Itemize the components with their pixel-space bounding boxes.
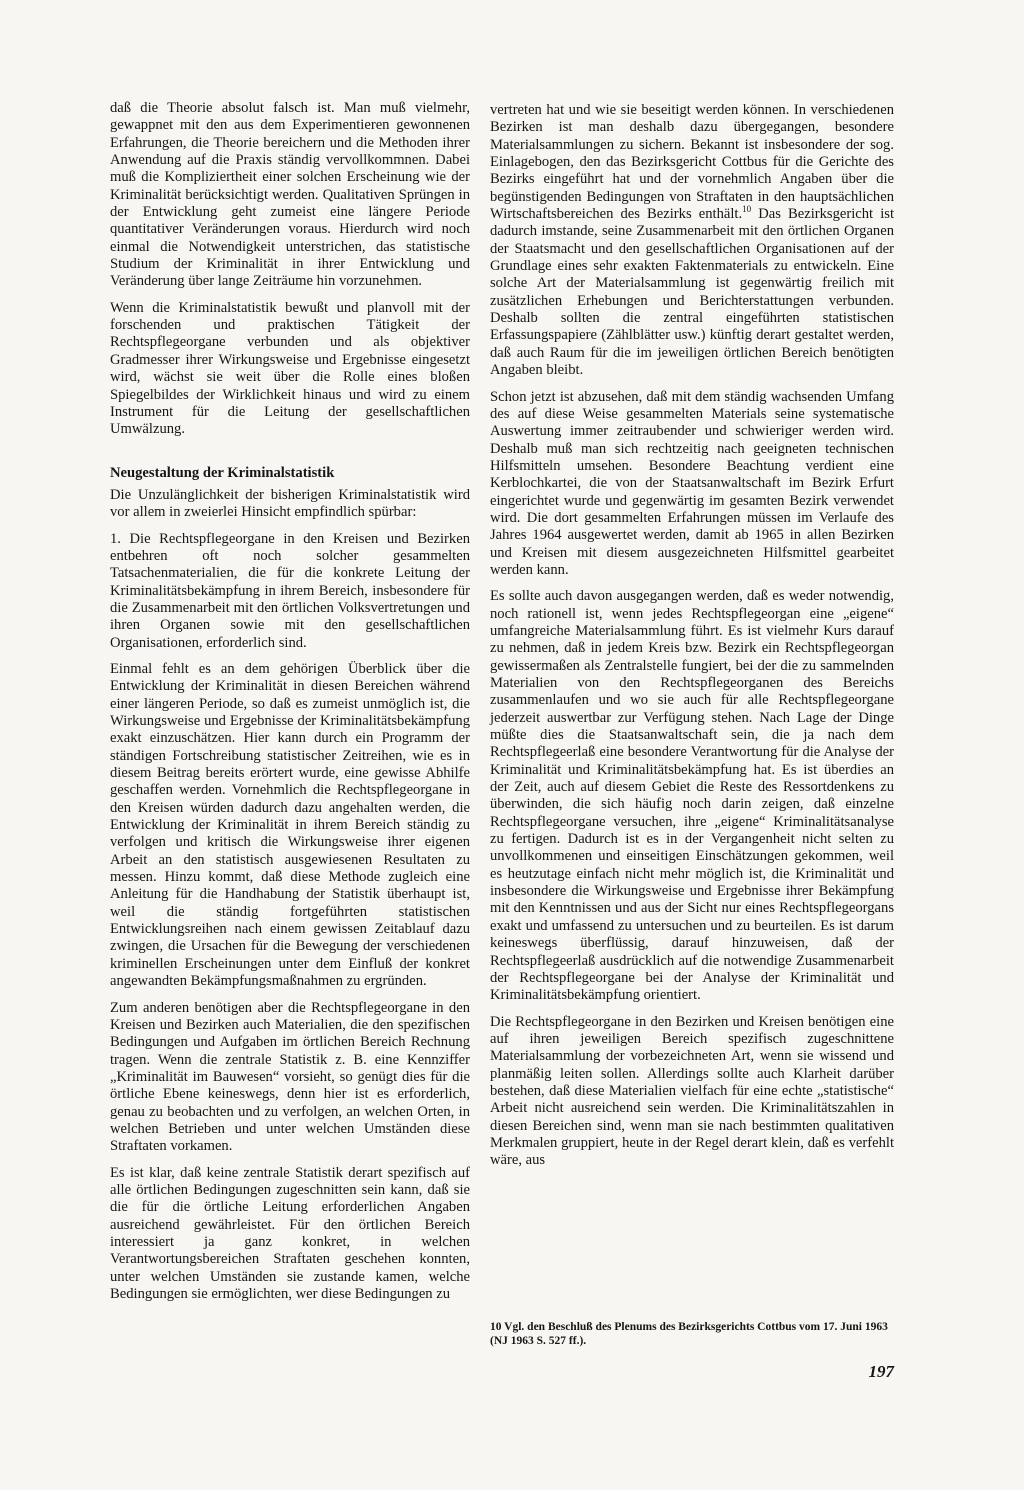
paragraph: Schon jetzt ist abzusehen, daß mit dem ständig wachsenden Umfang des auf diese Weise gesammelten Materials seine systematische Auswertung immer zeitraubender und schwieriger werden wird. Deshalb muß man sich rechtzeitig nach geeigneten technischen Hilfsmitteln umsehen. Besondere Beachtung verdient eine Kerblochkartei, die von der Staatsanwaltschaft im Bezirk Erfurt eingerichtet wurde und gegenwärtig im gesamten Bezirk verwendet wird. Die dort gesammelten Erfahrungen müssen im Verlaufe des Jahres 1964 ausgewertet werden, damit ab 1965 in allen Bezirken und Kreisen mit diesem ausgezeichneten Hilfsmittel gearbeitet werden kann.	[490, 388, 894, 578]
paragraph-text: vertreten hat und wie sie beseitigt werden können. In verschiedenen Bezirken ist man deshalb dazu übergegangen, besondere Materialsammlungen zu sichern. Bekannt ist insbesondere der sog. Einlagebogen, den das Bezirksgericht Cottbus für die Gerichte des Bezirks eingeführt hat und der vornehmlich Angaben über die begünstigenden Bedingungen von Straftaten in den hauptsächlichen Wirtschaftsbereichen des Bezirks enthält.	[490, 102, 894, 223]
paragraph: Es ist klar, daß keine zentrale Statistik derart spezifisch auf alle örtlichen Bedingungen zugeschnitten sein kann, daß sie die für die örtliche Leitung erforderlichen Angaben ausreichend gewährleistet. Für den örtlichen Bereich interessiert ja ganz konkret, in welchen Verantwortungsbereichen Straftaten geschehen konnten, unter welchen Umständen sie zustande kamen, welche Bedingungen sie ermöglichten, wer diese Bedingungen zu	[110, 1164, 470, 1302]
footnote	[490, 1320, 894, 1348]
paragraph: 1. Die Rechtspflegeorgane in den Kreisen und Bezirken entbehren oft noch solcher gesammelten Tatsachenmaterialien, die für die konkrete Leitung der Kriminalitätsbekämpfung in ihrem Bereich, insbesondere für die Zusammenarbeit mit den örtlichen Volksvertretungen und ihren Organen sowie mit den gesellschaftlichen Organisationen, erforderlich sind.	[110, 530, 470, 651]
section-heading: Neugestaltung der Kriminalstatistik	[110, 464, 335, 481]
footnote-text: Vgl. den Beschluß des Plenums des Bezirksgerichts Cottbus vom 17. Juni 1963 (NJ 1963 S. 527 ff.).	[490, 1321, 888, 1347]
page-number: 197	[868, 1362, 894, 1381]
paragraph-text: Das Bezirksgericht ist dadurch imstande, seine Zusammenarbeit mit den örtlichen Organen der Staatsmacht und den gesellschaftlichen Organisationen auf der Grundlage eines sehr exakten Faktenmaterials zu entwickeln. Eine solche Art der Materialsammlung ist gegenwärtig freilich mit zusätzlichen Erhebungen und Berichterstattungen verbunden. Deshalb sollten die zentral eingeführten statistischen Erfassungspapiere (Zählblätter usw.) künftig derart gestaltet werden, daß auch Raum für die im jeweiligen örtlichen Bereich benötigten Angaben bleibt.	[490, 206, 894, 379]
paragraph: Es sollte auch davon ausgegangen werden, daß es weder notwendig, noch rationell ist, wenn jedes Rechtspflegeorgan eine „eigene“ umfangreiche Materialsammlung führt. Es ist vielmehr Kurs darauf zu nehmen, daß in jedem Kreis bzw. Bezirk ein Rechtspflegeorgan gewissermaßen als Zentralstelle fungiert, bei der die zu sammelnden Materialien von den Rechtspflegeorganen des Bereichs zusammenlaufen und wo sie auch für alle Rechtspflegeorgane jederzeit auswertbar zur Verfügung stehen. Nach Lage der Dinge müßte dies die Staatsanwaltschaft sein, die ja nach dem Rechtspflegeerlaß eine besondere Verantwortung für die Analyse der Kriminalität und Kriminalitätsbekämpfung hat. Es ist überdies an der Zeit, auch auf diesem Gebiet die Reste des Ressortdenkens zu überwinden, die sich häufig noch darin zeigen, daß einzelne Rechtspflegeorgane versuchen, ihre „eigene“ Kriminalitätsanalyse zu fertigen. Dadurch ist es in der Vergangenheit nicht selten zu unvollkommenen und einseitigen Einschätzungen gekommen, weil es heutzutage einfach nicht mehr möglich ist, die Kriminalität und insbesondere die Wirkungsweise und Ergebnisse ihrer Bekämpfung mit den Kenntnissen und aus der Sicht nur eines Rechtspflegeorgans exakt und umfassend zu untersuchen und zu beurteilen. Es ist darum keineswegs überflüssig, darauf hinzuweisen, daß der Rechtspflegeerlaß ausdrücklich auf die notwendige Zusammenarbeit der Rechtspflegeorgane bei der Analyse der Kriminalität und Kriminalitätsbekämpfung orientiert.	[490, 588, 894, 1004]
footnote-number: 10	[490, 1321, 502, 1333]
paragraph: daß die Theorie absolut falsch ist. Man muß vielmehr, gewappnet mit den aus dem Experimentieren gewonnenen Erfahrungen, die Theorie bereichern und die Methoden ihrer Anwendung auf die Praxis ständig vervollkommnen. Dabei muß die Kompliziertheit einer solchen Erscheinung wie der Kriminalität berücksichtigt werden. Qualitativen Sprüngen in der Entwicklung geht zumeist eine längere Periode quantitativer Veränderungen voraus. Hierdurch wird noch einmal die Notwendigkeit unterstrichen, das statistische Studium der Kriminalität in ihrer Entwicklung und Veränderung über lange Zeiträume hin vorzunehmen.	[110, 100, 470, 290]
paragraph: Wenn die Kriminalstatistik bewußt und planvoll mit der forschenden und praktischen Tätigkeit der Rechtspflegeorgane verbunden und als objektiver Gradmesser ihrer Wirkungsweise und Ergebnisse eingesetzt wird, wächst sie weit über die Rolle eines bloßen Spiegelbildes der Wirklichkeit hinaus und wird zu einem Instrument für die Leitung der gesellschaftlichen Umwälzung.	[110, 299, 470, 438]
paragraph: Zum anderen benötigen aber die Rechtspflegeorgane in den Kreisen und Bezirken auch Materialien, die den spezifischen Bedingungen und Aufgaben im örtlichen Bereich Rechnung tragen. Wenn die zentrale Statistik z. B. eine Kennziffer „Kriminalität im Bauwesen“ vorsieht, so genügt dies für die örtliche Ebene keineswegs, denn hier ist es erforderlich, genau zu beobachten und zu verfolgen, an welchen Orten, in welchen Betrieben und unter welchen Umständen diese Straftaten vorkamen.	[110, 999, 470, 1155]
left-column	[110, 100, 470, 1312]
right-column	[490, 102, 894, 1179]
paragraph	[490, 102, 894, 380]
paragraph: Die Unzulänglichkeit der bisherigen Kriminalstatistik wird vor allem in zweierlei Hinsicht empfindlich spürbar:	[110, 486, 470, 521]
paragraph: Einmal fehlt es an dem gehörigen Überblick über die Entwicklung der Kriminalität in diesen Bereichen während einer längeren Periode, so daß es zumeist unmöglich ist, die Wirkungsweise und Ergebnisse der Kriminalitätsbekämpfung exakt einzuschätzen. Hier kann durch ein Programm der ständigen Fortschreibung statistischer Zeitreihen, wie es in diesem Beitrag bereits erörtert wurde, eine gewisse Abhilfe geschaffen werden. Vornehmlich die Rechtspflegeorgane in den Kreisen würden dadurch dazu angehalten werden, die Entwicklung der Kriminalität in ihrem Bereich ständig zu verfolgen und kritisch die Wirkungsweise ihrer eigenen Arbeit an den statistisch ausgewiesenen Resultaten zu messen. Hinzu kommt, daß diese Methode zugleich eine Anleitung für die Handhabung der Statistik überhaupt ist, weil die ständig fortgeführten statistischen Entwicklungsreihen nach einem gewissen Zeitablauf dazu zwingen, die Ursachen für die Bewegung der verschiedenen kriminellen Erscheinungen unter dem Einfluß der konkret angewandten Bekämpfungsmaßnahmen zu ergründen.	[110, 660, 470, 990]
paragraph: Die Rechtspflegeorgane in den Bezirken und Kreisen benötigen eine auf ihren jeweiligen Bereich spezifisch zugeschnittene Materialsammlung der vorbezeichneten Art, wenn sie wissend und planmäßig leiten sollen. Allerdings sollte auch Klarheit darüber bestehen, daß diese Materialien vielfach für eine echte „statistische“ Arbeit nicht ausreichend sein werden. Die Kriminalitätszahlen in diesen Bereichen sind, wenn man sie nach bestimmten qualitativen Merkmalen gruppiert, heute in der Regel derart klein, daß es verfehlt wäre, aus	[490, 1013, 894, 1169]
footnote-reference: 10	[742, 204, 752, 215]
